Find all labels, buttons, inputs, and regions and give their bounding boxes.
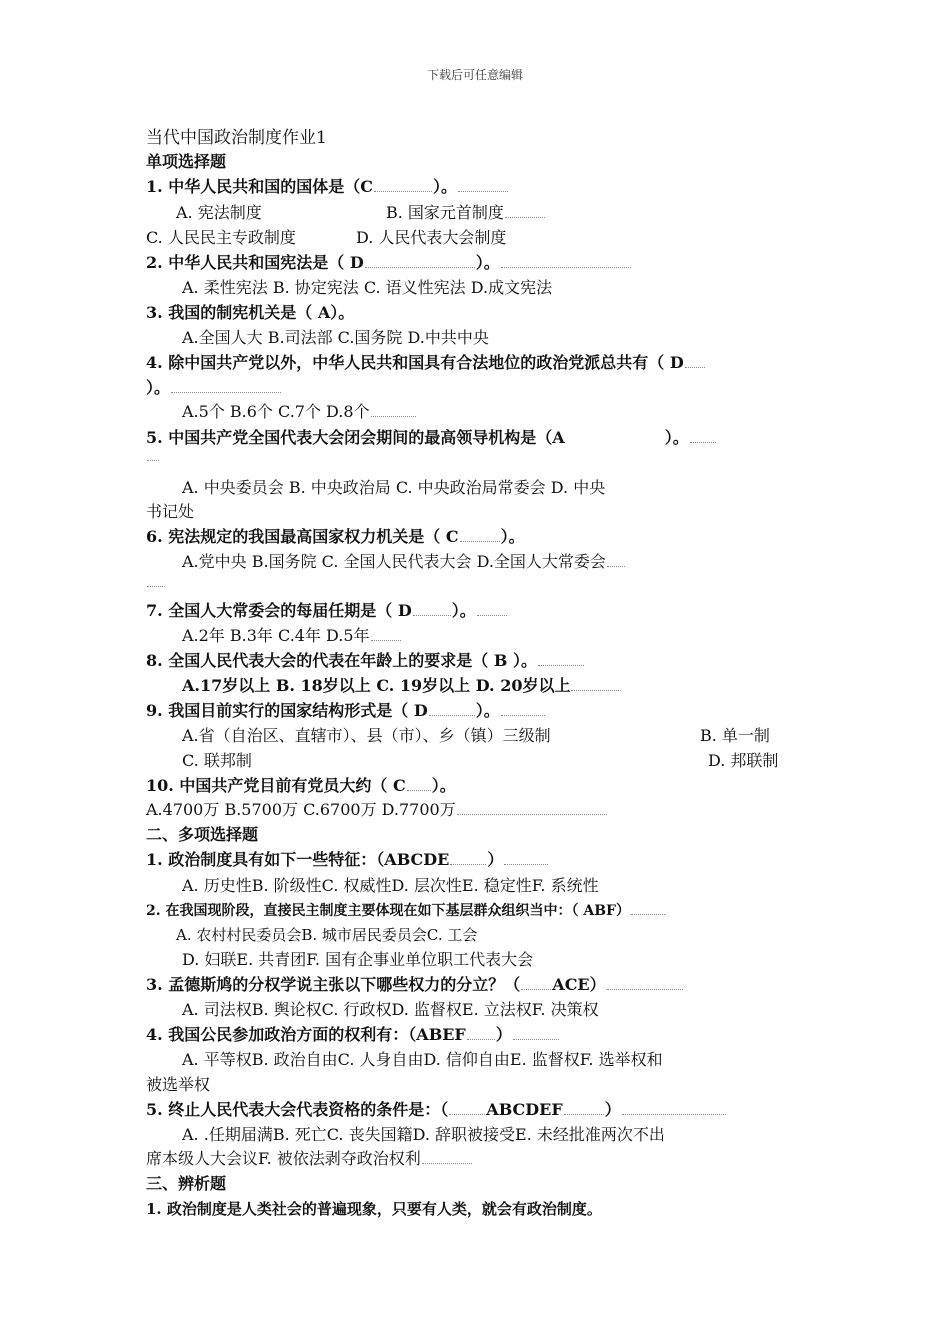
- question-text: 3. 孟德斯鸠的分权学说主张以下哪些权力的分立？（: [146, 975, 521, 994]
- question-answer: ABCDEF: [486, 1100, 563, 1119]
- question-end: ）。: [500, 527, 525, 546]
- multi-options-1: A. 历史性B. 阶级性C. 权威性D. 层次性E. 稳定性F. 系统性: [182, 876, 599, 895]
- multi-question-5: [146, 1100, 727, 1120]
- options-2: A. 柔性宪法 B. 协定宪法 C. 语义性宪法 D.成文宪法: [182, 278, 553, 297]
- question-text: 5. 终止人民代表大会代表资格的条件是：（: [146, 1100, 449, 1119]
- option-d: D. 人民代表大会制度: [356, 228, 507, 247]
- question-end: ）: [495, 1025, 512, 1044]
- options-5-cont: 书记处: [146, 502, 195, 521]
- multi-options-2-cont: D. 妇联E. 共青团F. 国有企事业单位职工代表大会: [182, 950, 534, 969]
- question-5: [146, 428, 717, 448]
- multi-options-5: A. .任期届满B. 死亡C. 丧失国籍D. 辞职被接受E. 未经批准两次不出: [182, 1125, 665, 1144]
- judge-question-1: 1. 政治制度是人类社会的普遍现象，只要有人类，就会有政治制度。: [146, 1200, 602, 1218]
- options-text: A.2年 B.3年 C.4年 D.5年: [182, 626, 370, 645]
- option-a: A. 宪法制度: [176, 203, 262, 222]
- options-8: [182, 676, 622, 696]
- question-7: [146, 601, 508, 621]
- options-5: A. 中央委员会 B. 中央政治局 C. 中央政治局常委会 D. 中央: [182, 478, 606, 497]
- options-text: A.17岁以上 B. 18岁以上 C. 19岁以上 D. 20岁以上: [182, 676, 571, 695]
- question-end: ）。: [664, 428, 689, 447]
- question-4: [146, 353, 706, 373]
- question-3: 3. 我国的制宪机关是（ A）。: [146, 303, 355, 322]
- question-1: [146, 177, 509, 197]
- multi-options-2: A. 农村村民委员会B. 城市居民委员会C. 工会: [176, 926, 478, 944]
- multi-question-1: [146, 850, 549, 870]
- page-header: 下载后可任意编辑: [426, 68, 523, 82]
- question-text: 5. 中国共产党全国代表大会闭会期间的最高领导机构是（A: [146, 428, 565, 447]
- multi-question-4: [146, 1025, 560, 1045]
- question-end: ）。: [433, 177, 458, 196]
- options-3: A.全国人大 B.司法部 C.国务院 D.中共中央: [182, 328, 489, 347]
- question-text: 1. 政治制度具有如下一些特征：（ABCDE: [146, 850, 450, 869]
- question-text: 9. 我国目前实行的国家结构形式是（ D: [146, 701, 428, 720]
- question-end: ）。: [475, 701, 500, 720]
- doc-title: 当代中国政治制度作业1: [146, 128, 327, 148]
- question-text: 2. 中华人民共和国宪法是（ D: [146, 253, 364, 272]
- question-4-end: [146, 378, 282, 398]
- section-discrimination: 三、辨析题: [146, 1174, 227, 1193]
- question-text: 10. 中国共产党目前有党员大约（ C: [146, 776, 406, 795]
- options-text: A.4700万 B.5700万 C.6700万 D.7700万: [146, 800, 456, 819]
- question-text: 6. 宪法规定的我国最高国家权力机关是（ C: [146, 527, 459, 546]
- question-end: ）: [604, 1100, 621, 1119]
- option-c: C. 人民民主专政制度: [146, 228, 296, 247]
- question-6: [146, 527, 525, 547]
- options-7: [182, 626, 402, 646]
- option-b: [386, 203, 546, 223]
- question-2: [146, 253, 632, 273]
- multi-question-2: [146, 901, 666, 921]
- question-text: 2. 在我国现阶段，直接民主制度主要体现在如下基层群众组织当中：（ ABF）: [146, 903, 630, 919]
- question-10: [146, 776, 456, 796]
- blank-line: [146, 572, 166, 592]
- question-text: 4. 我国公民参加政治方面的权利有：（ABEF: [146, 1025, 466, 1044]
- question-end: ）: [487, 850, 504, 869]
- question-8: [146, 651, 585, 671]
- options-text: 席本级人大会议F. 被依法剥夺政治权利: [146, 1149, 421, 1168]
- options-4: [182, 402, 417, 422]
- question-text: 7. 全国人大常委会的每届任期是（ D: [146, 601, 412, 620]
- options-10: [146, 800, 608, 820]
- multi-options-5-cont: [146, 1149, 473, 1169]
- option-d: D. 邦联制: [708, 751, 779, 770]
- section-multiple-choice: 二、多项选择题: [146, 825, 259, 844]
- question-text: 4. 除中国共产党以外，中华人民共和国具有合法地位的政治党派总共有（ D: [146, 353, 684, 372]
- multi-options-3: A. 司法权B. 舆论权C. 行政权D. 监督权E. 立法权F. 决策权: [182, 1000, 599, 1019]
- multi-question-3: [146, 975, 684, 995]
- question-end: ）。: [431, 776, 456, 795]
- options-text: A.党中央 B.国务院 C. 全国人民代表大会 D.全国人大常委会: [182, 552, 606, 571]
- question-end: ）。: [146, 378, 171, 397]
- question-9: [146, 701, 546, 721]
- option-text: B. 国家元首制度: [386, 203, 504, 222]
- options-6: [182, 552, 626, 572]
- options-text: A.5个 B.6个 C.7个 D.8个: [182, 402, 370, 421]
- question-answer: ACE）: [552, 975, 606, 994]
- question-end: ）。: [451, 601, 476, 620]
- multi-options-4-cont: 被选举权: [146, 1075, 211, 1094]
- question-text: 1. 中华人民共和国的国体是（C: [146, 177, 374, 196]
- question-end: ）。: [475, 253, 500, 272]
- option-b: B. 单一制: [700, 726, 770, 745]
- question-text: 8. 全国人民代表大会的代表在年龄上的要求是（ B ）。: [146, 651, 537, 670]
- blank-line: [146, 446, 160, 466]
- multi-options-4: A. 平等权B. 政治自由C. 人身自由D. 信仰自由E. 监督权F. 选举权和: [182, 1050, 663, 1069]
- option-a: A.省（自治区、直辖市）、县（市）、乡（镇）三级制: [182, 726, 551, 745]
- option-c: C. 联邦制: [182, 751, 252, 770]
- section-single-choice: 单项选择题: [146, 152, 227, 171]
